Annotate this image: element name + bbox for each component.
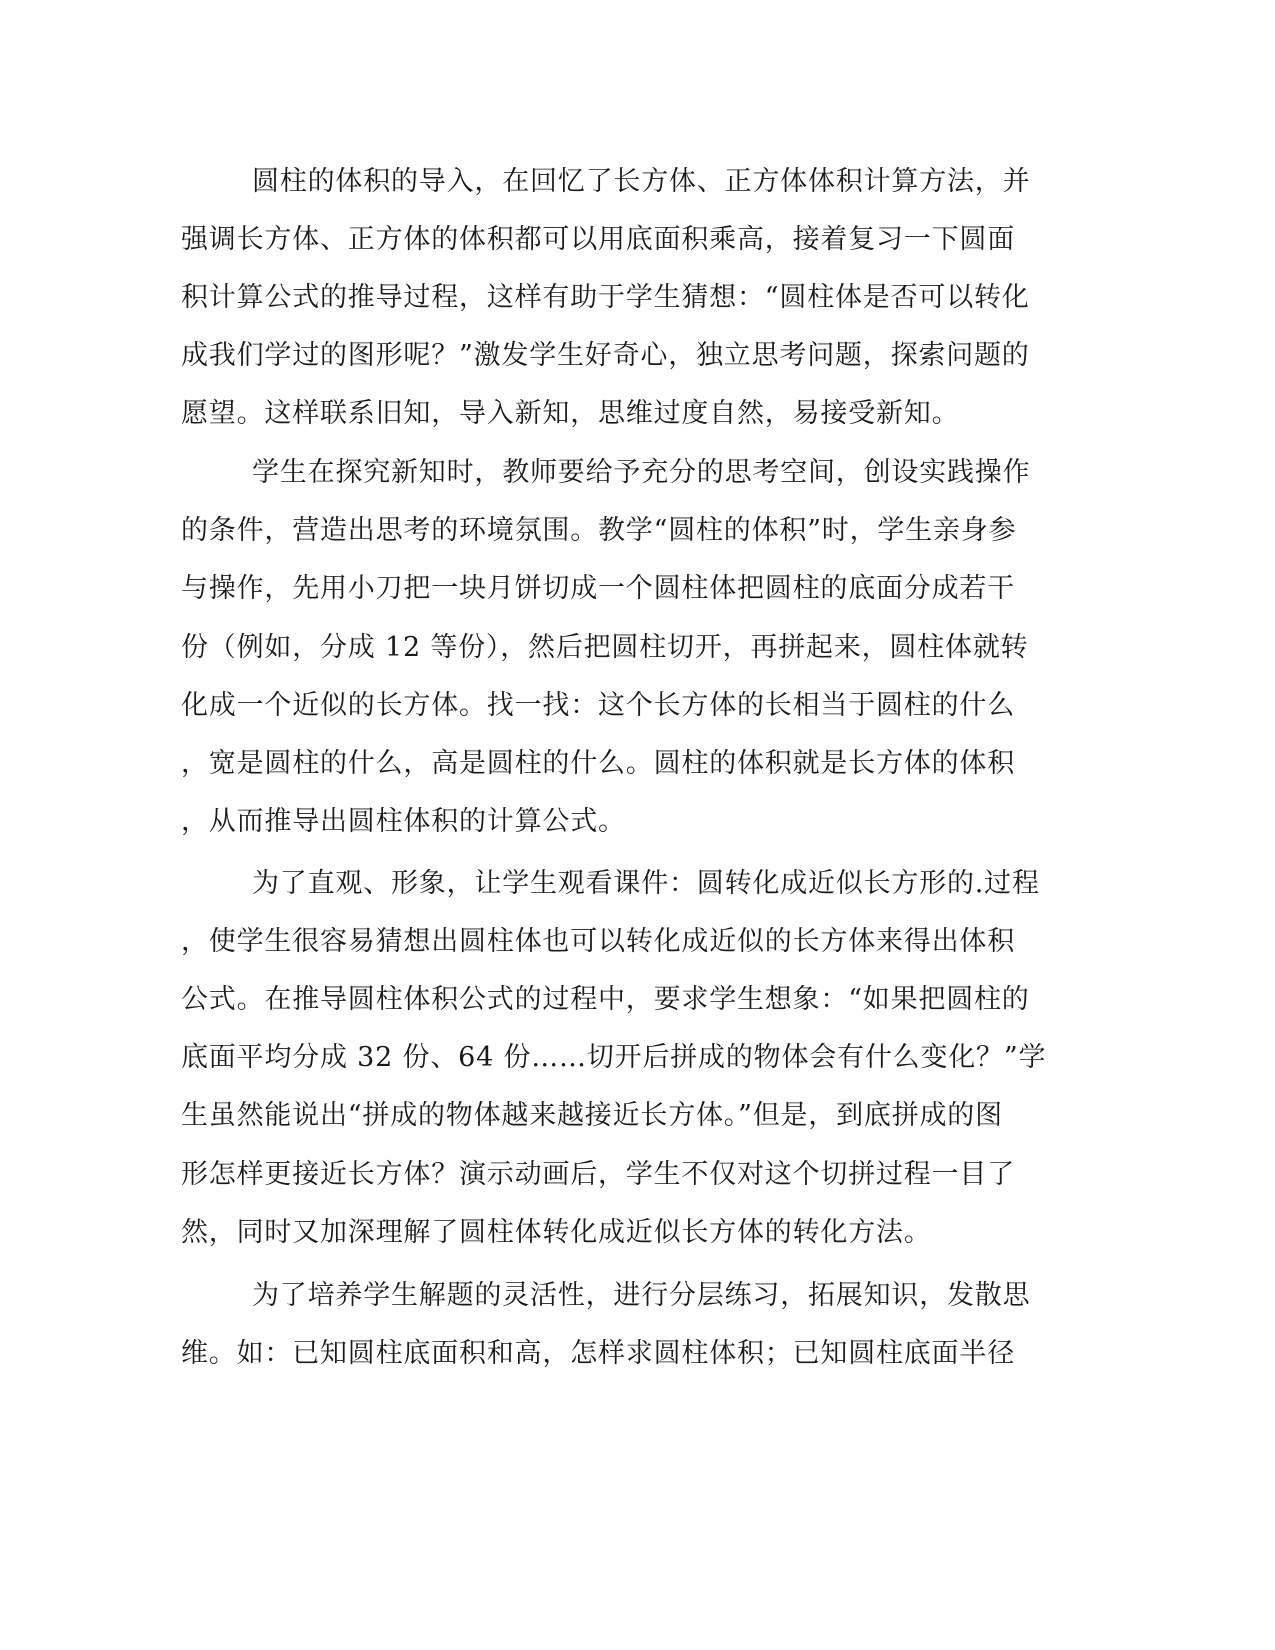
text-line: ，从而推导出圆柱体积的计算公式。 [181, 806, 626, 837]
text-line: 生虽然能说出“拼成的物体越来越接近长方体。”但是，到底拼成的图 [181, 1100, 1003, 1131]
text-line: 为了培养学生解题的灵活性，进行分层练习，拓展知识，发散思 [252, 1280, 1031, 1311]
text-line: 圆柱的体积的导入，在回忆了长方体、正方体体积计算方法，并 [252, 166, 1031, 197]
text-line: 份（例如，分成 12 等份），然后把圆柱切开，再拼起来，圆柱体就转 [181, 632, 1029, 663]
text-line: 的条件，营造出思考的环境氛围。教学“圆柱的体积”时，学生亲身参 [181, 515, 1017, 546]
text-line: 形怎样更接近长方体？演示动画后，学生不仅对这个切拼过程一目了 [181, 1159, 1015, 1190]
text-line: 成我们学过的图形呢？”激发学生好奇心，独立思考问题，探索问题的 [181, 340, 1030, 371]
text-line: 愿望。这样联系旧知，导入新知，思维过度自然，易接受新知。 [181, 398, 960, 429]
text-line: 底面平均分成 32 份、64 份……切开后拼成的物体会有什么变化？”学 [181, 1042, 1047, 1073]
text-line: 公式。在推导圆柱体积公式的过程中，要求学生想象：“如果把圆柱的 [181, 984, 1030, 1015]
text-line: 学生在探究新知时，教师要给予充分的思考空间，创设实践操作 [252, 457, 1031, 488]
text-line: 强调长方体、正方体的体积都可以用底面积乘高，接着复习一下圆面 [181, 224, 1015, 255]
text-line: 与操作，先用小刀把一块月饼切成一个圆柱体把圆柱的底面分成若干 [181, 573, 1015, 604]
text-line: 维。如：已知圆柱底面积和高，怎样求圆柱体积；已知圆柱底面半径 [181, 1338, 1015, 1369]
text-line: 然，同时又加深理解了圆柱体转化成近似长方体的转化方法。 [181, 1217, 932, 1248]
text-line: 为了直观、形象，让学生观看课件：圆转化成近似长方形的.过程 [252, 868, 1040, 899]
text-line: ，使学生很容易猜想出圆柱体也可以转化成近似的长方体来得出体积 [181, 926, 1015, 957]
text-line: 积计算公式的推导过程，这样有助于学生猜想：“圆柱体是否可以转化 [181, 282, 1030, 313]
text-line: 化成一个近似的长方体。找一找：这个长方体的长相当于圆柱的什么 [181, 690, 1015, 721]
text-line: ，宽是圆柱的什么，高是圆柱的什么。圆柱的体积就是长方体的体积 [181, 748, 1015, 779]
